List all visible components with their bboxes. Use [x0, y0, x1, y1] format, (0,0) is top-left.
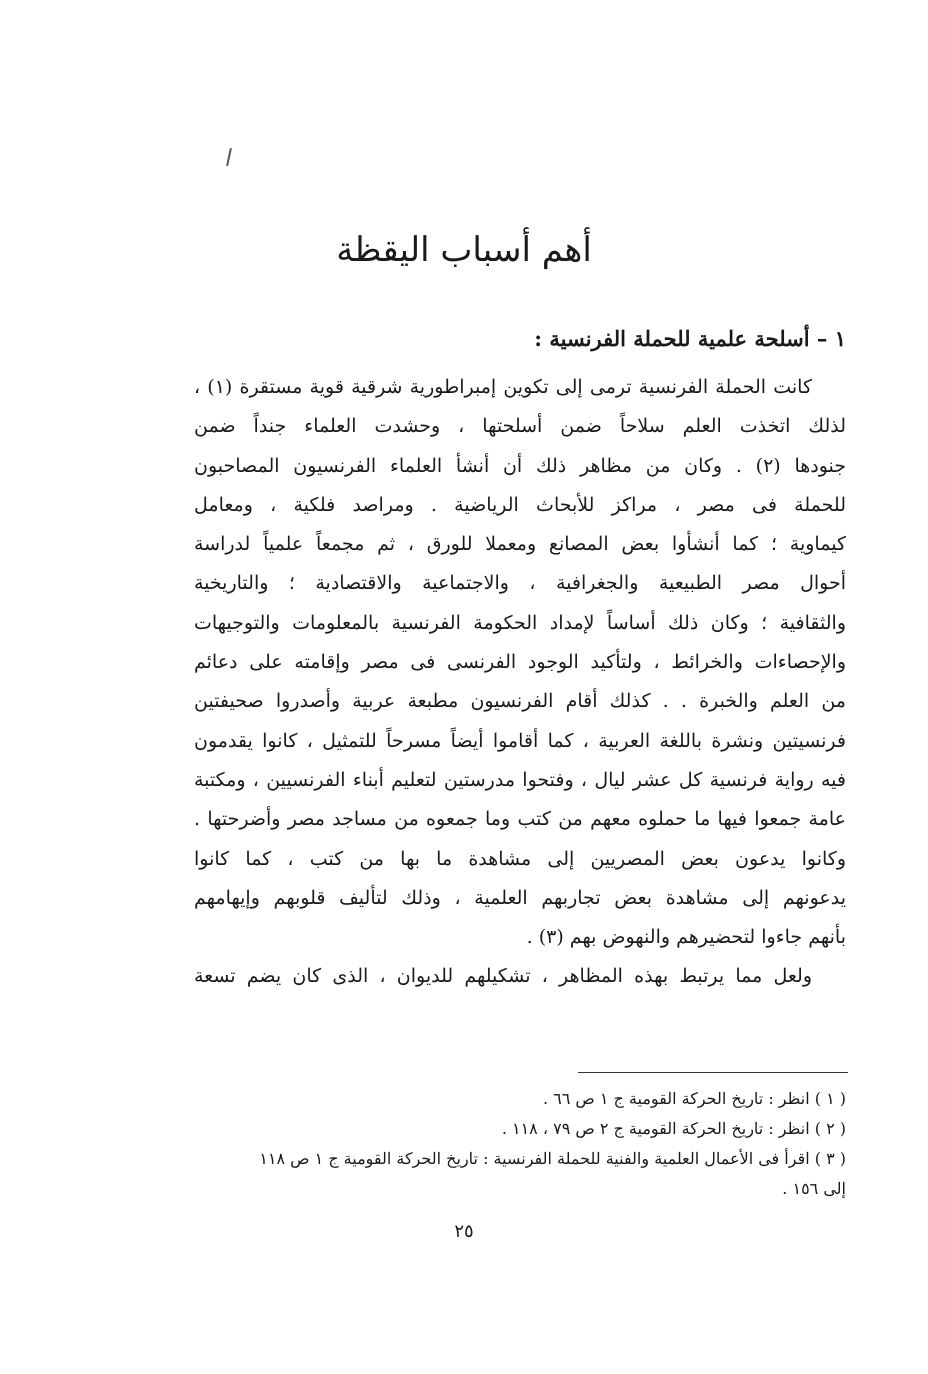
body-line: وكانوا يدعون بعض المصريين إلى مشاهدة ما بها من كتب ، كما كانوا — [194, 847, 846, 870]
body-line: فرنسيتين ونشرة باللغة العربية ، كما أقاموا أيضاً مسرحاً للتمثيل ، كانوا يقدمون — [194, 729, 846, 752]
body-line: ولعل مما يرتبط بهذه المظاهر ، تشكيلهم للديوان ، الذى كان يضم تسعة — [194, 965, 812, 988]
body-line: والإحصاءات والخرائط ، ولتأكيد الوجود الفرنسى فى مصر وإقامته على دعائم — [194, 651, 846, 674]
body-line: من العلم والخبرة . . كذلك أقام الفرنسيون مطبعة عربية وأصدروا صحيفتين — [194, 690, 846, 713]
section-heading: ١ – أسلحة علمية للحملة الفرنسية : — [534, 326, 846, 351]
body-line: كيماوية ؛ كما أنشأوا بعض المصانع ومعملا للورق ، ثم مجمعاً علمياً لدراسة — [194, 533, 846, 556]
footnote: ( ١ ) انظر : تاريخ الحركة القومية ج ١ ص ٦٦ . — [542, 1089, 846, 1108]
body-line: كانت الحملة الفرنسية ترمى إلى تكوين إمبراطورية شرقية قوية مستقرة (١) ، — [194, 376, 812, 398]
body-line: لذلك اتخذت العلم سلاحاً ضمن أسلحتها ، وحشدت العلماء جنداً ضمن — [194, 415, 846, 438]
chapter-title: أهم أسباب اليقظة — [336, 230, 592, 270]
body-line: والثقافية ؛ وكان ذلك أساساً لإمداد الحكومة الفرنسية بالمعلومات والتوجيهات — [194, 611, 846, 634]
body-line: عامة جمعوا فيها ما حملوه معهم من كتب وما جمعوه من مساجد مصر وأضرحتها . — [194, 808, 846, 831]
footnote-continuation: إلى ١٥٦ . — [782, 1179, 846, 1198]
body-line: يدعونهم إلى مشاهدة بعض تجاربهم العلمية ، وذلك لتأليف قلوبهم وإيهامهم — [194, 886, 846, 909]
page-number: ٢٥ — [454, 1221, 474, 1242]
body-line: أحوال مصر الطبيعية والجغرافية ، والاجتماعية والاقتصادية ؛ والتاريخية — [194, 572, 846, 595]
footnote: ( ٣ ) اقرأ فى الأعمال العلمية والفنية للحملة الفرنسية : تاريخ الحركة القومية ج ١ ص ١١٨ — [259, 1149, 846, 1168]
body-line: فيه رواية فرنسية كل عشر ليال ، وفتحوا مدرستين لتعليم أبناء الفرنسيين ، ومكتبة — [194, 768, 846, 791]
body-line: جنودها (٢) . وكان من مظاهر ذلك أن أنشأ العلماء الفرنسيون المصاحبون — [194, 454, 846, 477]
body-line: بأنهم جاءوا لتحضيرهم والنهوض بهم (٣) . — [526, 926, 846, 949]
stray-ink-mark — [226, 148, 232, 166]
footnote: ( ٢ ) انظر : تاريخ الحركة القومية ج ٢ ص ٧٩ ، ١١٨ . — [501, 1119, 846, 1138]
body-line: للحملة فى مصر ، مراكز للأبحاث الرياضية . ومراصد فلكية ، ومعامل — [194, 493, 846, 516]
footnotes — [194, 1084, 846, 1204]
footnote-divider — [578, 1072, 848, 1073]
body-paragraphs — [194, 368, 846, 997]
